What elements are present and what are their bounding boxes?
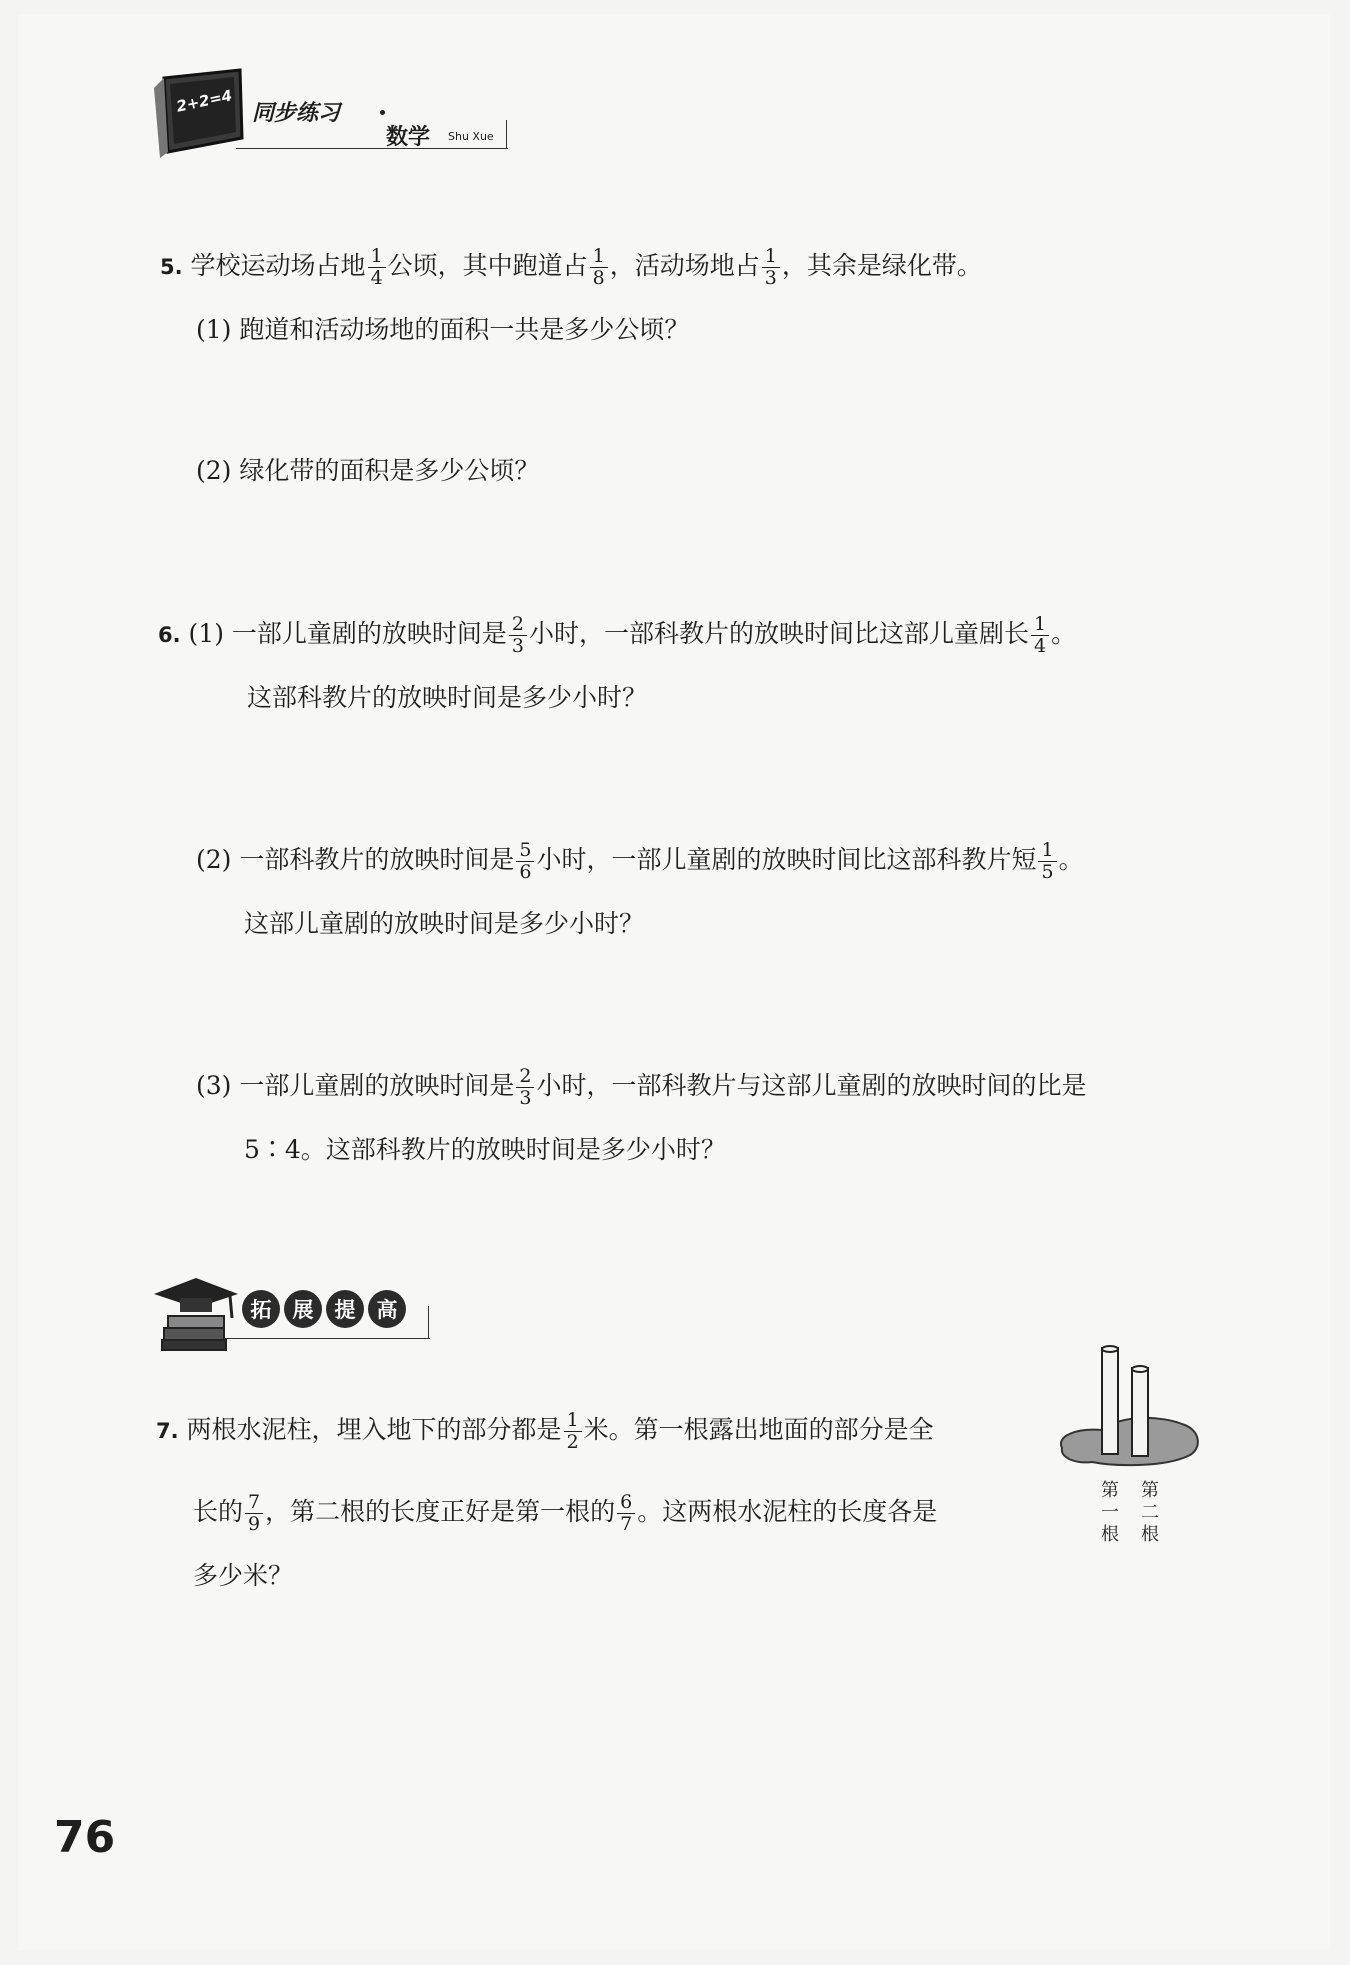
section-char: 高 xyxy=(368,1290,406,1328)
pillars-figure xyxy=(1052,1344,1202,1554)
question-5-part-1: (1) 跑道和活动场地的面积一共是多少公顷？ xyxy=(196,315,690,344)
question-7-line-1 xyxy=(156,1410,934,1453)
fraction: $\frac{1}{3}$ xyxy=(762,246,780,289)
question-6-part-1-line-2: 这部科教片的放映时间是多少小时？ xyxy=(247,683,648,712)
question-text: 小时，一部儿童剧的放映时间比这部科教片短 xyxy=(536,845,1037,874)
cement-pillars-illustration xyxy=(1052,1344,1202,1474)
question-text: ，活动场地占 xyxy=(609,251,760,280)
fraction: $\frac{1}{2}$ xyxy=(564,1410,582,1453)
header-rule xyxy=(236,148,508,149)
section-char: 拓 xyxy=(242,1290,280,1328)
question-text: 小时，一部科教片与这部儿童剧的放映时间的比是 xyxy=(536,1071,1087,1100)
section-header xyxy=(150,1274,440,1354)
section-title xyxy=(242,1290,410,1328)
fraction: $\frac{5}{6}$ xyxy=(516,840,534,883)
section-char: 提 xyxy=(326,1290,364,1328)
question-number: 6. xyxy=(158,623,181,647)
header-rule-end xyxy=(506,120,507,149)
header xyxy=(150,68,520,163)
question-5-part-2: (2) 绿化带的面积是多少公顷？ xyxy=(196,456,540,485)
page xyxy=(18,14,1330,1950)
question-5 xyxy=(160,246,982,289)
question-text: 。这两根水泥柱的长度各是 xyxy=(637,1497,938,1526)
question-text: 两根水泥柱，埋入地下的部分都是 xyxy=(186,1415,562,1444)
question-text: (2) 一部科教片的放映时间是 xyxy=(196,845,515,874)
question-7-line-3: 多少米？ xyxy=(193,1561,294,1590)
question-text: ，第二根的长度正好是第一根的 xyxy=(265,1497,616,1526)
question-text: 公顷，其中跑道占 xyxy=(387,251,588,280)
question-text: ，其余是绿化带。 xyxy=(781,251,982,280)
question-7-line-2 xyxy=(193,1492,937,1535)
pillar-label-second: 第 二 根 xyxy=(1141,1480,1159,1545)
question-text: (1) 一部儿童剧的放映时间是 xyxy=(188,619,507,648)
fraction: $\frac{6}{7}$ xyxy=(617,1492,635,1535)
page-number: 76 xyxy=(54,1812,116,1863)
question-6-part-2 xyxy=(196,840,1084,883)
question-text: (3) 一部儿童剧的放映时间是 xyxy=(196,1071,515,1100)
fraction: $\frac{7}{9}$ xyxy=(245,1492,263,1535)
fraction: $\frac{2}{3}$ xyxy=(509,614,527,657)
badge-label: 同步练习 xyxy=(252,101,341,126)
header-dot xyxy=(380,110,385,115)
question-number: 7. xyxy=(156,1419,179,1443)
question-6-part-3 xyxy=(196,1066,1086,1109)
question-number: 5. xyxy=(160,255,183,279)
section-rule xyxy=(224,1338,430,1339)
question-text: 。 xyxy=(1051,619,1077,648)
pillar-label-first: 第 一 根 xyxy=(1101,1480,1119,1545)
question-6-part-1 xyxy=(158,614,1076,657)
fraction: $\frac{1}{8}$ xyxy=(590,246,608,289)
question-text: 学校运动场占地 xyxy=(190,251,366,280)
question-text: 米。第一根露出地面的部分是全 xyxy=(583,1415,934,1444)
question-6-part-2-line-2: 这部儿童剧的放映时间是多少小时？ xyxy=(244,909,645,938)
logo-text: 2+2=4 xyxy=(174,86,234,116)
fraction: $\frac{2}{3}$ xyxy=(516,1066,534,1109)
question-6-part-3-line-2: 5∶4。这部科教片的放映时间是多少小时？ xyxy=(244,1135,726,1164)
graduation-cap-books-icon xyxy=(150,1274,240,1354)
question-text: 小时，一部科教片的放映时间比这部儿童剧长 xyxy=(529,619,1030,648)
blackboard-logo-icon xyxy=(150,68,250,160)
section-rule-end xyxy=(428,1306,429,1339)
fraction: $\frac{1}{5}$ xyxy=(1038,840,1056,883)
fraction: $\frac{1}{4}$ xyxy=(368,246,386,289)
pinyin-label: Shu Xue xyxy=(448,130,494,143)
question-text: 长的 xyxy=(193,1497,244,1526)
subject-label: 数学 xyxy=(386,125,431,150)
fraction: $\frac{1}{4}$ xyxy=(1031,614,1049,657)
section-char: 展 xyxy=(284,1290,322,1328)
question-text: 。 xyxy=(1058,845,1084,874)
